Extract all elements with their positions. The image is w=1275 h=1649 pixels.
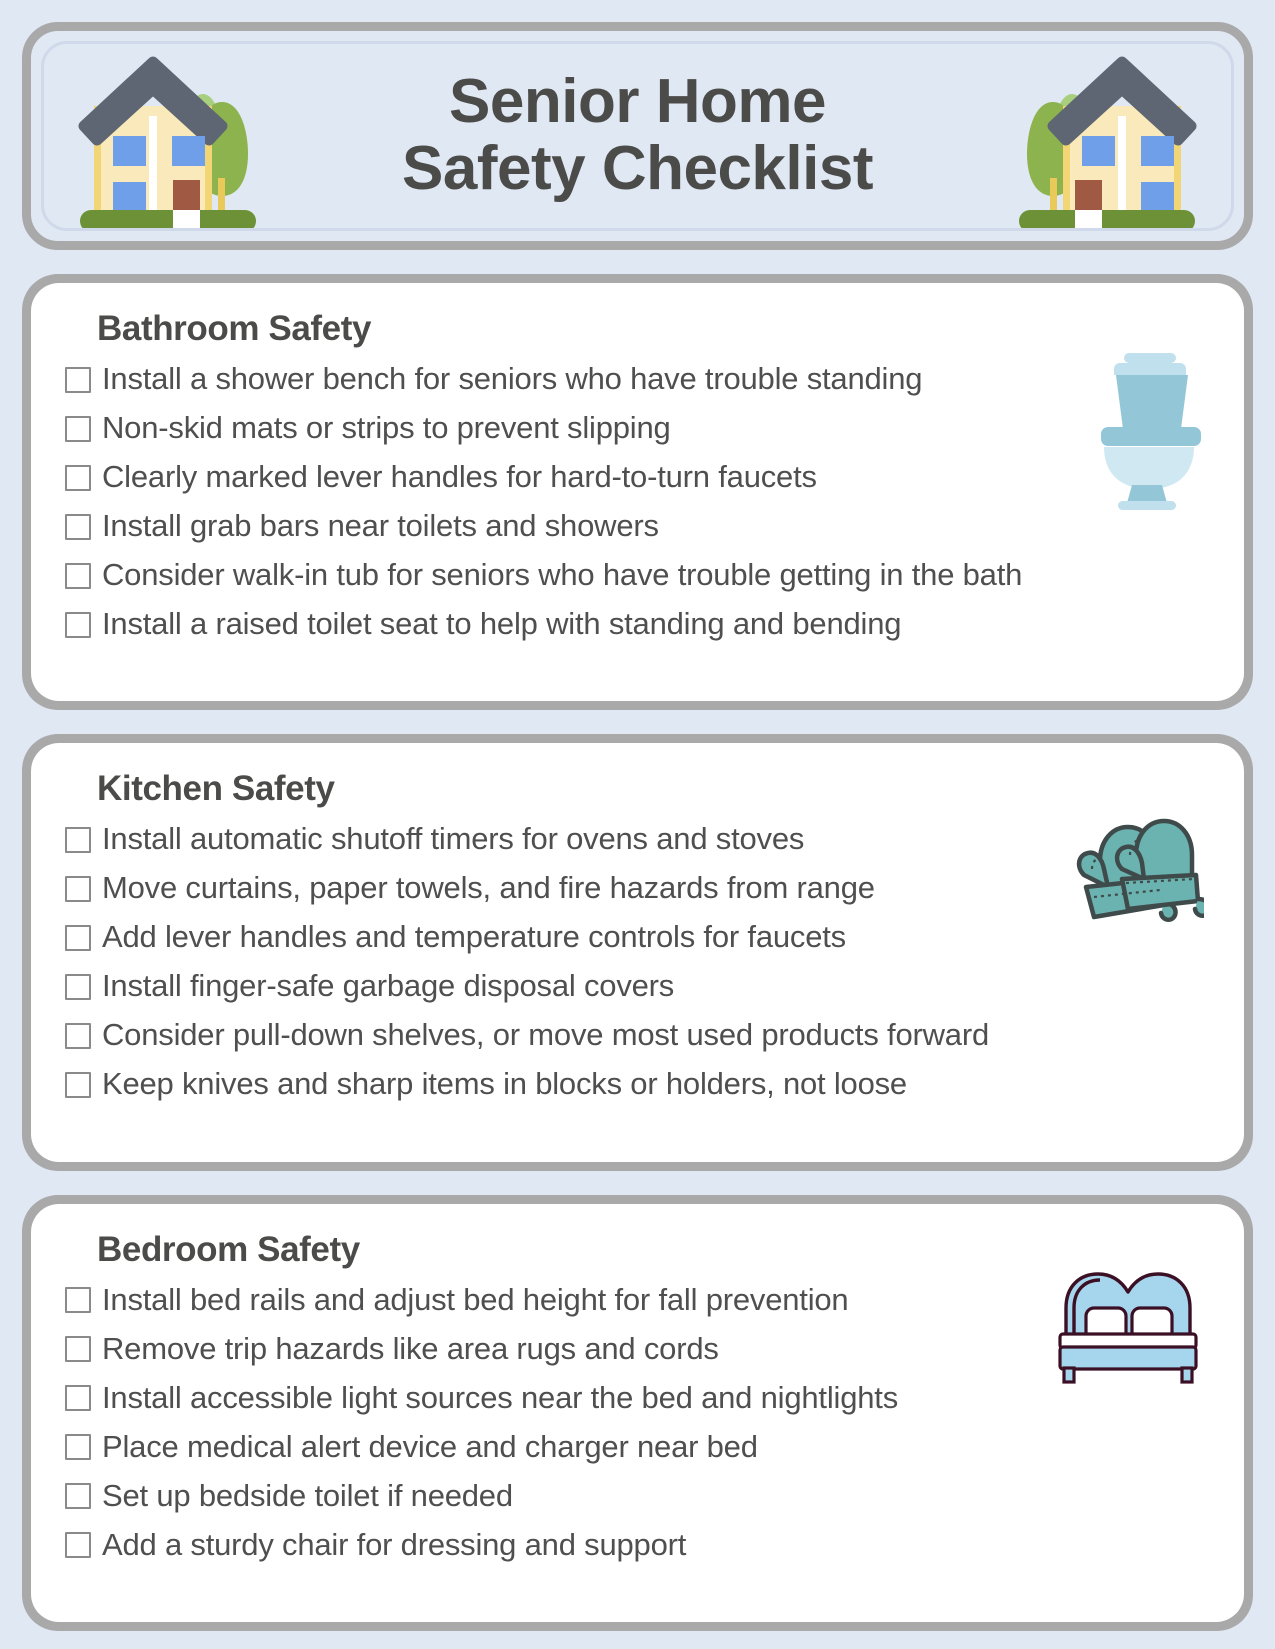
checkbox[interactable] [65, 827, 91, 853]
list-item-label: Consider walk-in tub for seniors who have trouble getting in the bath [102, 557, 1023, 593]
list-item[interactable] [65, 453, 1210, 502]
section-title-bedroom: Bedroom Safety [97, 1229, 360, 1269]
section-body-bedroom [65, 1276, 1210, 1604]
list-item[interactable] [65, 1060, 1210, 1109]
list-item[interactable] [65, 1374, 1210, 1423]
checkbox[interactable] [65, 1532, 91, 1558]
checklist-bathroom [65, 355, 1210, 649]
section-inner-kitchen [31, 743, 1244, 1161]
checklist-bedroom [65, 1276, 1210, 1570]
page-title-line-1: Senior Home [449, 67, 826, 137]
list-item-label: Install bed rails and adjust bed height for fall prevention [102, 1281, 849, 1317]
list-item-label: Add a sturdy chair for dressing and support [102, 1526, 687, 1562]
list-item[interactable] [65, 1276, 1210, 1325]
list-item[interactable] [65, 815, 1210, 864]
checkbox[interactable] [65, 876, 91, 902]
section-body-kitchen [65, 815, 1210, 1143]
checkbox[interactable] [65, 465, 91, 491]
house-icon-left [72, 44, 264, 228]
list-item[interactable] [65, 1472, 1210, 1521]
checkbox[interactable] [65, 563, 91, 589]
checkbox[interactable] [65, 1385, 91, 1411]
house-icon-right [1011, 44, 1203, 228]
checkbox[interactable] [65, 925, 91, 951]
checkbox[interactable] [65, 514, 91, 540]
list-item[interactable] [65, 962, 1210, 1011]
checkbox[interactable] [65, 1483, 91, 1509]
list-item-label: Keep knives and sharp items in blocks or holders, not loose [102, 1066, 907, 1102]
list-item-label: Set up bedside toilet if needed [102, 1477, 513, 1513]
list-item[interactable] [65, 1325, 1210, 1374]
list-item-label: Install accessible light sources near the bed and nightlights [102, 1379, 899, 1415]
section-title-kitchen: Kitchen Safety [97, 769, 335, 809]
section-inner-bedroom [31, 1204, 1244, 1622]
list-item[interactable] [65, 1011, 1210, 1060]
section-card-bathroom [22, 274, 1253, 710]
list-item[interactable] [65, 404, 1210, 453]
section-title-bathroom: Bathroom Safety [97, 309, 372, 348]
list-item[interactable] [65, 551, 1210, 600]
checkbox[interactable] [65, 1023, 91, 1049]
section-card-bedroom [22, 1195, 1253, 1631]
list-item-label: Install a raised toilet seat to help with standing and bending [102, 606, 902, 642]
checkbox[interactable] [65, 367, 91, 393]
list-item[interactable] [65, 913, 1210, 962]
checkbox[interactable] [65, 612, 91, 638]
list-item[interactable] [65, 600, 1210, 649]
checklist-kitchen [65, 815, 1210, 1109]
list-item[interactable] [65, 864, 1210, 913]
checkbox[interactable] [65, 1287, 91, 1313]
list-item-label: Add lever handles and temperature controls for faucets [102, 919, 846, 955]
list-item-label: Remove trip hazards like area rugs and cords [102, 1330, 719, 1366]
list-item-label: Move curtains, paper towels, and fire hazards from range [102, 870, 875, 906]
page-title [264, 69, 1011, 203]
checkbox[interactable] [65, 1072, 91, 1098]
checkbox[interactable] [65, 974, 91, 1000]
list-item-label: Install grab bars near toilets and showers [102, 508, 659, 544]
list-item-label: Install automatic shutoff timers for ovens and stoves [102, 821, 805, 857]
header-card [22, 22, 1253, 250]
header-inner [41, 41, 1234, 231]
list-item-label: Install finger-safe garbage disposal covers [102, 968, 675, 1004]
list-item-label: Install a shower bench for seniors who have trouble standing [102, 361, 923, 397]
list-item[interactable] [65, 502, 1210, 551]
list-item[interactable] [65, 1521, 1210, 1570]
list-item-label: Place medical alert device and charger near bed [102, 1428, 758, 1464]
checkbox[interactable] [65, 1434, 91, 1460]
list-item-label: Clearly marked lever handles for hard-to-turn faucets [102, 459, 817, 495]
checkbox[interactable] [65, 1336, 91, 1362]
page-title-line-2: Safety Checklist [402, 134, 873, 203]
list-item[interactable] [65, 355, 1210, 404]
checkbox[interactable] [65, 416, 91, 442]
section-body-bathroom [65, 355, 1210, 683]
section-inner-bathroom [31, 283, 1244, 701]
section-card-kitchen [22, 734, 1253, 1170]
list-item[interactable] [65, 1423, 1210, 1472]
list-item-label: Consider pull-down shelves, or move most used products forward [102, 1017, 990, 1053]
list-item-label: Non-skid mats or strips to prevent slipping [102, 410, 671, 446]
